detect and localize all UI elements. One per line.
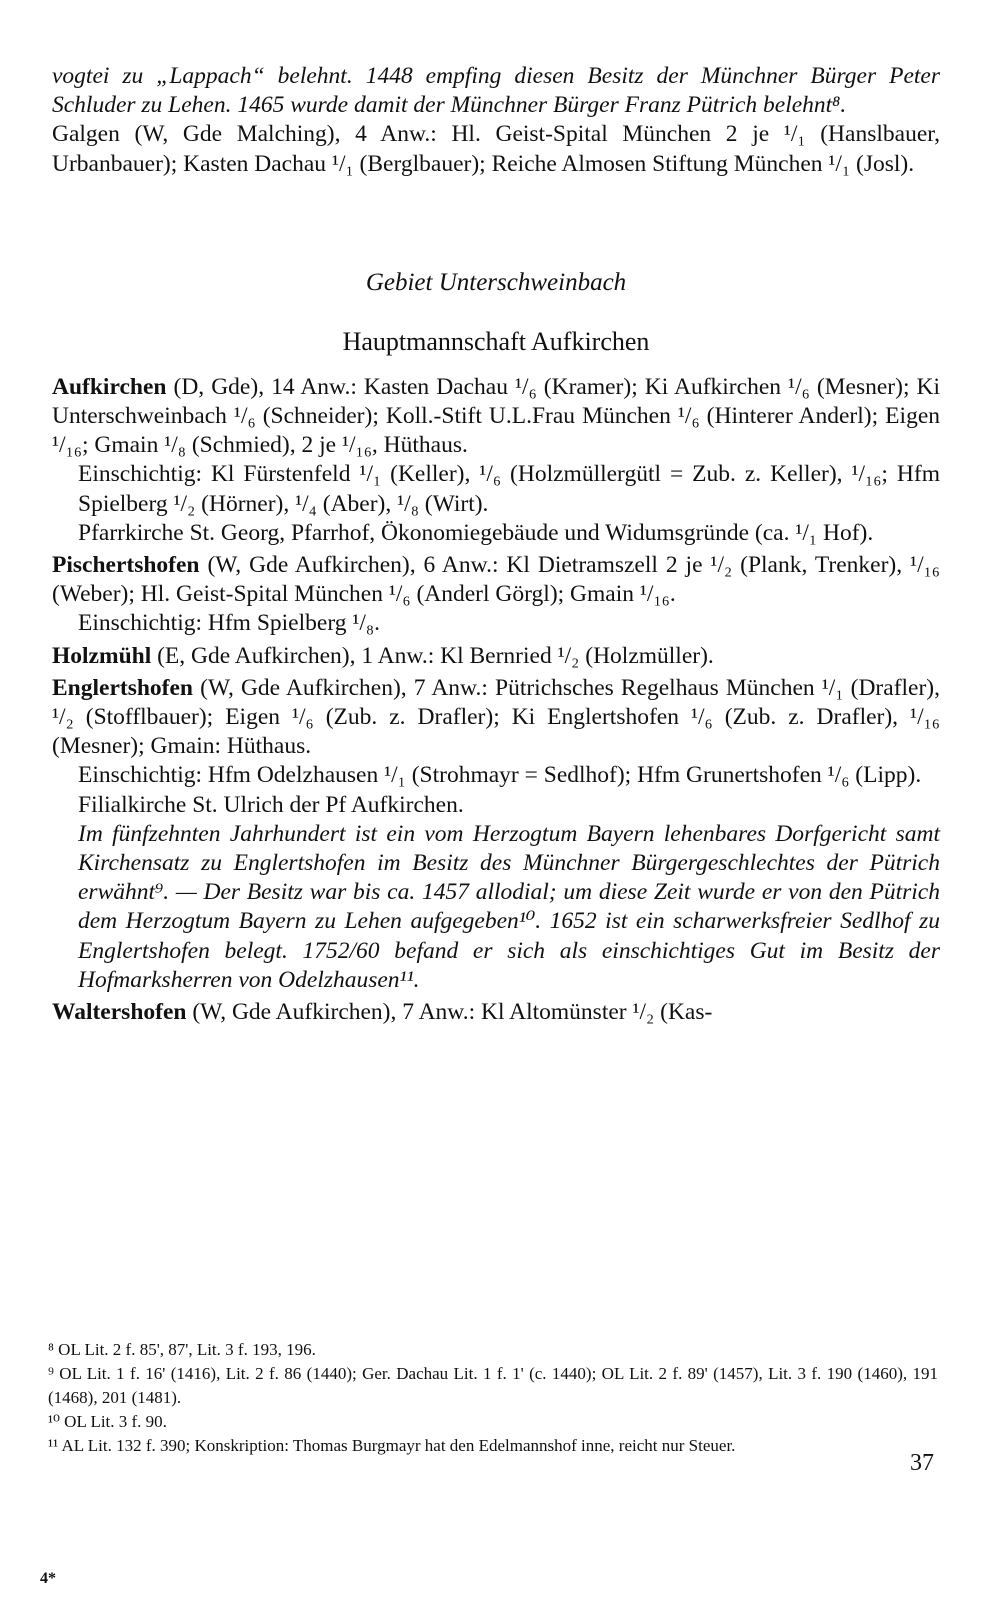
entry-aufkirchen [52,373,940,461]
entry-name: Galgen [52,121,120,148]
entry-history: Im fünfzehnten Jahrhundert ist ein vom Herzogtum Bayern lehenbares Dorfgericht samt Kirchensatz zu Englertshofen im Besitz des Münchner Bürgergeschlechtes der Pütrich erwähnt⁹. — Der Besitz war bis ca. 1457 allodial; um diese Zeit wurde er von den Pütrich dem Herzogtum Bayern zu Lehen aufgegeben¹⁰. 1652 ist ein scharwerksfreier Sedlhof zu Englertshofen belegt. 1752/60 befand er sich als einschichtiges Gut im Besitz der Hofmarksherren von Odelzhausen¹¹. [78,820,940,993]
entry-galgen [52,120,940,178]
subsection-title: Hauptmannschaft Aufkirchen [342,326,650,356]
entry-name: Englertshofen [52,674,193,701]
entry-einschichtig: Einschichtig: Kl Fürstenfeld ¹/₁ (Keller), ¹/₆ (Holzmüllergütl = Zub. z. Keller), ¹/₁₆; Hfm Spielberg ¹/₂ (Hörner), ¹/₄ (Aber), ¹/₈ (Wirt). [78,461,940,517]
signature-mark: 4* [40,1570,56,1587]
intro-paragraph: vogtei zu „Lappach“ belehnt. 1448 empfing diesen Besitz der Münchner Bürger Peter Schluder zu Lehen. 1465 wurde damit der Münchner Bürger Franz Pütrich belehnt⁸. [52,63,940,119]
footnote-8: ⁸ OL Lit. 2 f. 85', 87', Lit. 3 f. 193, 196. [48,1340,316,1359]
entry-text: (W, Gde Aufkirchen), 6 Anw.: Kl Dietramszell 2 je ¹/₂ (Plank, Trenker), ¹/₁₆ (Weber); Hl. Geist-Spital München ¹/₆ (Anderl Görgl); Gmain ¹/₁₆. [52,552,941,608]
entry-englertshofen [52,674,940,762]
entry-einschichtig: Einschichtig: Hfm Spielberg ¹/₈. [78,610,380,637]
footnotes [48,1338,938,1458]
page-content [52,62,940,1027]
footnote-11: ¹¹ AL Lit. 132 f. 390; Konskription: Thomas Burgmayr hat den Edelmannshof inne, reicht nur Steuer. [48,1436,736,1455]
entry-text: (W, Gde Aufkirchen), 7 Anw.: Kl Altomünster ¹/₂ (Kas- [192,999,713,1026]
entry-pischertshofen [52,551,940,609]
entry-holzmuehl [52,642,940,671]
entry-name: Waltershofen [52,999,187,1026]
entry-waltershofen [52,998,940,1027]
entry-text: (D, Gde), 14 Anw.: Kasten Dachau ¹/₆ (Kramer); Ki Aufkirchen ¹/₆ (Mesner); Ki Unterschweinbach ¹/₆ (Schneider); Koll.-Stift U.L.Frau München ¹/₆ (Hinterer Anderl); Eigen ¹/₁₆; Gmain ¹/₈ (Schmied), 2 je ¹/₁₆, Hüthaus. [52,373,940,459]
entry-pfarrkirche: Pfarrkirche St. Georg, Pfarrhof, Ökonomiegebäude und Widumsgründe (ca. ¹/₁ Hof). [78,519,874,546]
page-number: 37 [910,1450,934,1476]
entry-filialkirche: Filialkirche St. Ulrich der Pf Aufkirchen. [78,791,464,818]
section-title: Gebiet Unterschweinbach [365,268,627,296]
entry-name: Pischertshofen [52,552,200,579]
footnote-10: ¹⁰ OL Lit. 3 f. 90. [48,1412,167,1431]
entry-name: Holzmühl [52,642,152,669]
entry-text: (W, Gde Aufkirchen), 7 Anw.: Pütrichsches Regelhaus München ¹/₁ (Drafler), ¹/₂ (Stofflbauer); Eigen ¹/₆ (Zub. z. Drafler); Ki Englertshofen ¹/₆ (Zub. z. Drafler), ¹/₁₆ (Mesner); Gmain: Hüthaus. [52,674,941,760]
entry-text: (E, Gde Aufkirchen), 1 Anw.: Kl Bernried ¹/₂ (Holzmüller). [157,642,714,669]
entry-name: Aufkirchen [52,373,167,400]
entry-einschichtig: Einschichtig: Hfm Odelzhausen ¹/₁ (Strohmayr = Sedlhof); Hfm Grunertshofen ¹/₆ (Lipp). [78,762,922,789]
footnote-9: ⁹ OL Lit. 1 f. 16' (1416), Lit. 2 f. 86 (1440); Ger. Dachau Lit. 1 f. 1' (c. 1440); OL Lit. 2 f. 89' (1457), Lit. 3 f. 190 (1460), 191 (1468), 201 (1481). [48,1364,938,1407]
entry-text: (W, Gde Malching), 4 Anw.: Hl. Geist-Spital München 2 je ¹/₁ (Hanslbauer, Urbanbauer); Kasten Dachau ¹/₁ (Berglbauer); Reiche Almosen Stiftung München ¹/₁ (Josl). [52,121,941,177]
